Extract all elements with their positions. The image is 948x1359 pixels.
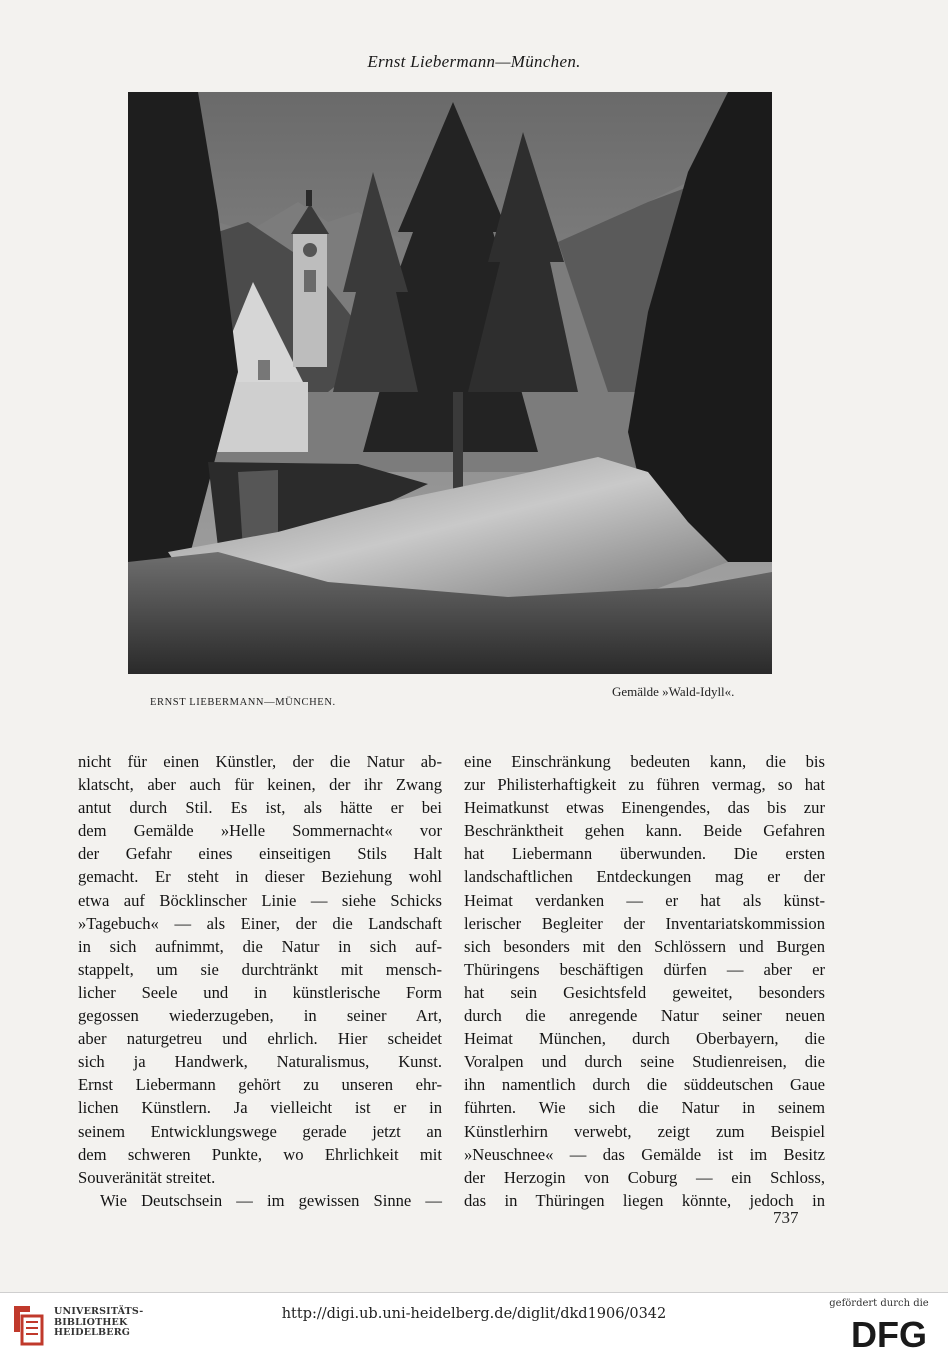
text-line: eine Einschränkung bedeuten kann, die bis (464, 752, 825, 771)
text-line: landschaftlichen Entdeckungen mag er der (464, 867, 825, 887)
text-line: sich besonders mit den Schlössern und Burgen (464, 936, 825, 956)
text-line: Voralpen und durch seine Studienreisen, die (464, 1052, 825, 1072)
text-line: Souveränität streitet. (78, 1167, 216, 1187)
library-name-line: HEIDELBERG (54, 1327, 131, 1338)
funding-label: gefördert durch die (829, 1298, 929, 1309)
text-line: nicht für einen Künstler, der die Natur ab- (78, 752, 442, 771)
page-number: 737 (773, 1208, 799, 1227)
text-line: in sich aufnimmt, die Natur in sich auf- (78, 936, 442, 956)
permalink-url[interactable]: http://digi.ub.uni-heidelberg.de/diglit/dkd1906/0342 (281, 1306, 667, 1322)
text-line: gemacht. Er steht in dieser Beziehung wohl (78, 867, 442, 887)
text-line: gegossen wiederzugeben, in seiner Art, (78, 1006, 442, 1026)
text-line: stappelt, um sie durchtränkt mit mensch- (78, 959, 442, 979)
text-line: »Neuschnee« — das Gemälde ist im Besitz (464, 1144, 825, 1164)
text-line: der Gefahr eines einseitigen Stils Halt (78, 844, 442, 864)
text-line: das in Thüringen liegen könnte, jedoch in (464, 1190, 825, 1210)
text-line: Beschränktheit gehen kann. Beide Gefahren (464, 821, 825, 841)
text-line: hat Liebermann überwunden. Die ersten (464, 844, 825, 864)
text-line: ihn namentlich durch die süddeutschen Gaue (464, 1075, 825, 1095)
text-line: Thüringens beschäftigen dürfen — aber er (464, 959, 825, 979)
figure-caption-title: Gemälde »Wald-Idyll«. (612, 684, 735, 699)
text-line: sich ja Handwerk, Naturalismus, Kunst. (78, 1052, 442, 1072)
dfg-logo-text: DFG (851, 1314, 927, 1352)
text-column-left (78, 750, 442, 1212)
text-line: zur Philisterhaftigkeit zu führen vermag, so hat (464, 775, 825, 795)
dfg-logo-icon[interactable] (843, 1314, 935, 1352)
text-line: licher Seele und in künstlerische Form (78, 982, 442, 1002)
running-title: Ernst Liebermann—München. (367, 52, 581, 71)
text-line: der Herzogin von Coburg — ein Schloss, (464, 1167, 825, 1187)
text-line: etwa auf Böcklinscher Linie — siehe Schicks (78, 890, 442, 910)
forest-church-painting (128, 92, 772, 674)
text-line: Wie Deutschsein — im gewissen Sinne — (100, 1190, 442, 1210)
library-name-line: BIBLIOTHEK (54, 1316, 128, 1328)
text-line: Künstlerhirn verwebt, zeigt zum Beispiel (464, 1121, 825, 1141)
text-line: lerischer Begleiter der Inventariatskommission (464, 913, 825, 933)
text-line: Heimat München, durch Oberbayern, die (464, 1029, 825, 1049)
text-line: antut durch Stil. Es ist, als hätte er bei (78, 798, 442, 818)
text-line: führten. Wie sich die Natur in seinem (464, 1098, 825, 1118)
text-line: aber naturgetreu und ehrlich. Hier scheidet (78, 1029, 442, 1049)
text-line: lichen Künstlern. Ja vielleicht ist er in (78, 1098, 442, 1118)
text-line: dem Gemälde »Helle Sommernacht« vor (78, 821, 442, 841)
figure-caption-artist: ERNST LIEBERMANN—MÜNCHEN. (150, 697, 336, 708)
painting-reproduction (128, 92, 772, 674)
library-name-line: UNIVERSITÄTS- (54, 1306, 144, 1317)
text-line: klatscht, aber auch für keinen, der ihr Zwang (78, 775, 442, 795)
text-line: »Tagebuch« — als Einer, der die Landschaft (78, 913, 442, 933)
text-line: Heimat verdanken — er hat als künst- (464, 890, 825, 910)
text-line: Ernst Liebermann gehört zu unseren ehr- (78, 1075, 442, 1095)
text-line: seinem Entwicklungswege gerade jetzt an (78, 1121, 442, 1141)
text-line: durch die anregende Natur seiner neuen (464, 1006, 825, 1026)
text-line: Heimatkunst etwas Einengendes, das bis zur (464, 798, 825, 818)
text-line: hat sein Gesichtsfeld geweitet, besonders (464, 982, 825, 1002)
text-column-right (464, 750, 825, 1212)
text-line: dem schweren Punkte, wo Ehrlichkeit mit (78, 1144, 442, 1164)
